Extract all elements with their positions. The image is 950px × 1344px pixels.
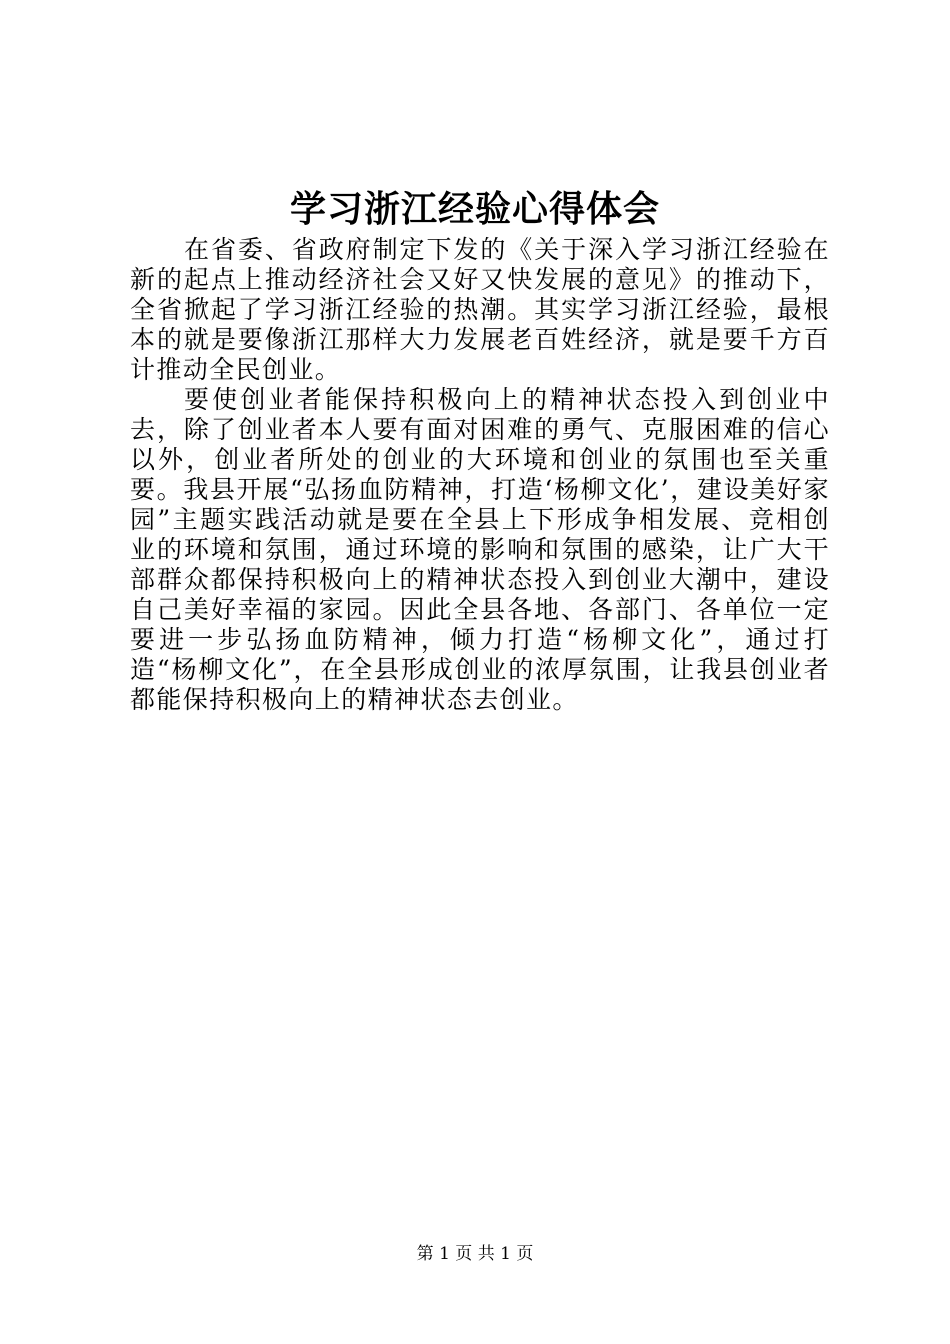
page-footer: 第 1 页 共 1 页 bbox=[416, 1244, 534, 1264]
paragraph-1: 在省委、省政府制定下发的《关于深入学习浙江经验在新的起点上推动经济社会又好又快发展的意见》的推动下，全省掀起了学习浙江经验的热潮。其实学习浙江经验，最根本的就是要像浙江那样大力发展老百姓经济，就是要千方百计推动全民创业。 bbox=[130, 235, 830, 384]
document-title: 学习浙江经验心得体会 bbox=[289, 188, 660, 230]
document-body bbox=[130, 235, 830, 715]
paragraph-2: 要使创业者能保持积极向上的精神状态投入到创业中去，除了创业者本人要有面对困难的勇气、克服困难的信心以外，创业者所处的创业的大环境和创业的氛围也至关重要。我县开展“弘扬血防精神，打造‘杨柳文化’，建设美好家园”主题实践活动就是要在全县上下形成争相发展、竞相创业的环境和氛围，通过环境的影响和氛围的感染，让广大干部群众都保持积极向上的精神状态投入到创业大潮中，建设自己美好幸福的家园。因此全县各地、各部门、各单位一定要进一步弘扬血防精神，倾力打造“杨柳文化”，通过打造“杨柳文化”，在全县形成创业的浓厚氛围，让我县创业者都能保持积极向上的精神状态去创业。 bbox=[130, 385, 830, 714]
